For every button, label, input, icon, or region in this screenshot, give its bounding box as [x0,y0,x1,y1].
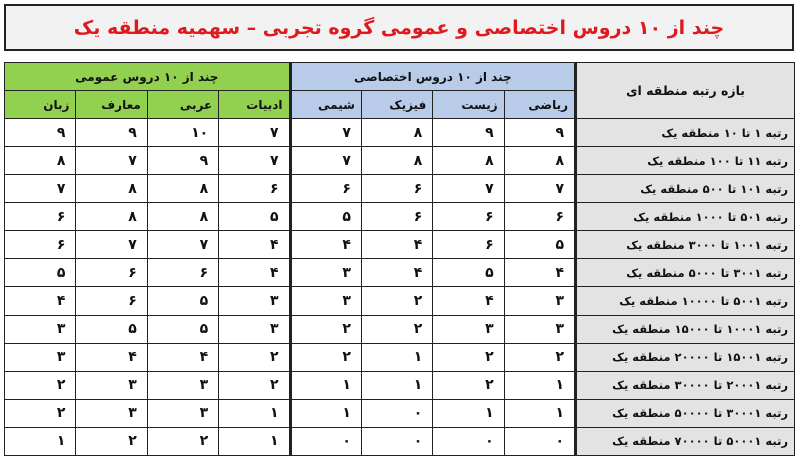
table-row [5,343,795,371]
specialized-score-cell: ۰ [433,427,504,455]
rank-range-cell: رتبه ۱۵۰۰۱ تا ۲۰۰۰۰ منطقه یک [576,343,795,371]
general-score-cell: ۲ [219,371,290,399]
general-score-cell: ۶ [219,175,290,203]
general-score-cell: ۵ [147,315,218,343]
general-score-cell: ۱۰ [147,119,218,147]
general-score-cell: ۷ [219,147,290,175]
header-row-top [5,63,795,91]
specialized-score-cell: ۲ [290,343,361,371]
general-score-cell: ۷ [147,231,218,259]
general-score-cell: ۶ [76,259,147,287]
range-column-header: بازه رتبه منطقه ای [576,63,795,119]
general-score-cell: ۳ [147,399,218,427]
specialized-score-cell: ۲ [433,371,504,399]
specialized-score-cell: ۵ [504,231,575,259]
general-score-cell: ۵ [5,259,76,287]
rank-range-cell: رتبه ۱۱ تا ۱۰۰ منطقه یک [576,147,795,175]
specialized-score-cell: ۴ [361,259,432,287]
table-row [5,231,795,259]
general-score-cell: ۷ [76,147,147,175]
rank-range-cell: رتبه ۳۰۰۰۱ تا ۵۰۰۰۰ منطقه یک [576,399,795,427]
general-score-cell: ۸ [147,175,218,203]
specialized-score-cell: ۹ [433,119,504,147]
general-score-cell: ۷ [76,231,147,259]
specialized-score-cell: ۰ [361,427,432,455]
general-score-cell: ۱ [219,399,290,427]
specialized-score-cell: ۳ [290,287,361,315]
specialized-score-cell: ۲ [504,343,575,371]
specialized-score-cell: ۶ [361,175,432,203]
rank-range-cell: رتبه ۱۰۰۰۱ تا ۱۵۰۰۰ منطقه یک [576,315,795,343]
specialized-score-cell: ۱ [433,399,504,427]
rank-range-cell: رتبه ۱۰۰۱ تا ۳۰۰۰ منطقه یک [576,231,795,259]
general-score-cell: ۲ [76,427,147,455]
specialized-score-cell: ۶ [504,203,575,231]
subject-header-english: زبان [5,91,76,119]
specialized-score-cell: ۴ [290,231,361,259]
general-score-cell: ۶ [76,287,147,315]
specialized-score-cell: ۵ [433,259,504,287]
page-title: چند از ۱۰ دروس اختصاصی و عمومی گروه تجربی – سهمیه منطقه یک [73,16,725,39]
general-score-cell: ۸ [76,203,147,231]
table-row [5,175,795,203]
general-score-cell: ۷ [219,119,290,147]
general-score-cell: ۴ [5,287,76,315]
specialized-score-cell: ۳ [290,259,361,287]
specialized-score-cell: ۱ [361,343,432,371]
specialized-score-cell: ۴ [504,259,575,287]
general-score-cell: ۵ [147,287,218,315]
general-group-header: چند از ۱۰ دروس عمومی [5,63,291,91]
general-score-cell: ۹ [147,147,218,175]
general-score-cell: ۸ [147,203,218,231]
rank-range-cell: رتبه ۵۰۱ تا ۱۰۰۰ منطقه یک [576,203,795,231]
specialized-score-cell: ۸ [361,119,432,147]
subject-header-chemistry: شیمی [290,91,361,119]
subject-header-arabic: عربی [147,91,218,119]
table-row [5,371,795,399]
general-score-cell: ۳ [76,371,147,399]
general-score-cell: ۳ [219,315,290,343]
specialized-score-cell: ۳ [504,287,575,315]
specialized-score-cell: ۶ [361,203,432,231]
table-row [5,315,795,343]
specialized-score-cell: ۴ [361,231,432,259]
general-score-cell: ۶ [5,231,76,259]
subject-header-literature: ادبیات [219,91,290,119]
specialized-score-cell: ۰ [504,427,575,455]
subject-header-math: ریاضی [504,91,575,119]
specialized-score-cell: ۷ [290,147,361,175]
specialized-score-cell: ۱ [361,371,432,399]
rank-range-cell: رتبه ۳۰۰۱ تا ۵۰۰۰ منطقه یک [576,259,795,287]
general-score-cell: ۲ [5,371,76,399]
general-score-cell: ۱ [219,427,290,455]
table-row [5,259,795,287]
rank-score-table [4,62,795,456]
general-score-cell: ۷ [5,175,76,203]
table-row [5,399,795,427]
general-score-cell: ۲ [219,343,290,371]
general-score-cell: ۵ [219,203,290,231]
general-score-cell: ۳ [147,371,218,399]
specialized-group-header: چند از ۱۰ دروس اختصاصی [290,63,576,91]
general-score-cell: ۴ [219,259,290,287]
subject-header-biology: زیست [433,91,504,119]
general-score-cell: ۳ [5,343,76,371]
specialized-score-cell: ۸ [504,147,575,175]
table-row [5,147,795,175]
general-score-cell: ۸ [76,175,147,203]
rank-range-cell: رتبه ۱ تا ۱۰ منطقه یک [576,119,795,147]
specialized-score-cell: ۶ [433,203,504,231]
specialized-score-cell: ۸ [433,147,504,175]
rank-range-cell: رتبه ۲۰۰۰۱ تا ۳۰۰۰۰ منطقه یک [576,371,795,399]
general-score-cell: ۴ [147,343,218,371]
general-score-cell: ۵ [76,315,147,343]
general-score-cell: ۴ [76,343,147,371]
specialized-score-cell: ۳ [504,315,575,343]
specialized-score-cell: ۲ [361,287,432,315]
specialized-score-cell: ۱ [504,399,575,427]
table-row [5,119,795,147]
specialized-score-cell: ۲ [433,343,504,371]
general-score-cell: ۳ [5,315,76,343]
specialized-score-cell: ۱ [504,371,575,399]
specialized-score-cell: ۵ [290,203,361,231]
general-score-cell: ۳ [219,287,290,315]
general-score-cell: ۹ [76,119,147,147]
table-row [5,203,795,231]
specialized-score-cell: ۴ [433,287,504,315]
general-score-cell: ۲ [5,399,76,427]
specialized-score-cell: ۶ [433,231,504,259]
subject-header-religious-studies: معارف [76,91,147,119]
specialized-score-cell: ۸ [361,147,432,175]
specialized-score-cell: ۱ [290,371,361,399]
general-score-cell: ۹ [5,119,76,147]
specialized-score-cell: ۲ [290,315,361,343]
specialized-score-cell: ۹ [504,119,575,147]
general-score-cell: ۸ [5,147,76,175]
specialized-score-cell: ۷ [290,119,361,147]
table-body [5,119,795,456]
title-box [4,4,794,51]
rank-range-cell: رتبه ۵۰۰۰۱ تا ۷۰۰۰۰ منطقه یک [576,427,795,455]
specialized-score-cell: ۰ [361,399,432,427]
general-score-cell: ۳ [76,399,147,427]
specialized-score-cell: ۰ [290,427,361,455]
rank-range-cell: رتبه ۵۰۰۱ تا ۱۰۰۰۰ منطقه یک [576,287,795,315]
specialized-score-cell: ۲ [361,315,432,343]
table-row [5,287,795,315]
general-score-cell: ۶ [147,259,218,287]
specialized-score-cell: ۳ [433,315,504,343]
general-score-cell: ۴ [219,231,290,259]
specialized-score-cell: ۷ [504,175,575,203]
subject-header-physics: فیزیک [361,91,432,119]
rank-range-cell: رتبه ۱۰۱ تا ۵۰۰ منطقه یک [576,175,795,203]
general-score-cell: ۶ [5,203,76,231]
table-row [5,427,795,455]
specialized-score-cell: ۱ [290,399,361,427]
specialized-score-cell: ۷ [433,175,504,203]
general-score-cell: ۲ [147,427,218,455]
specialized-score-cell: ۶ [290,175,361,203]
general-score-cell: ۱ [5,427,76,455]
